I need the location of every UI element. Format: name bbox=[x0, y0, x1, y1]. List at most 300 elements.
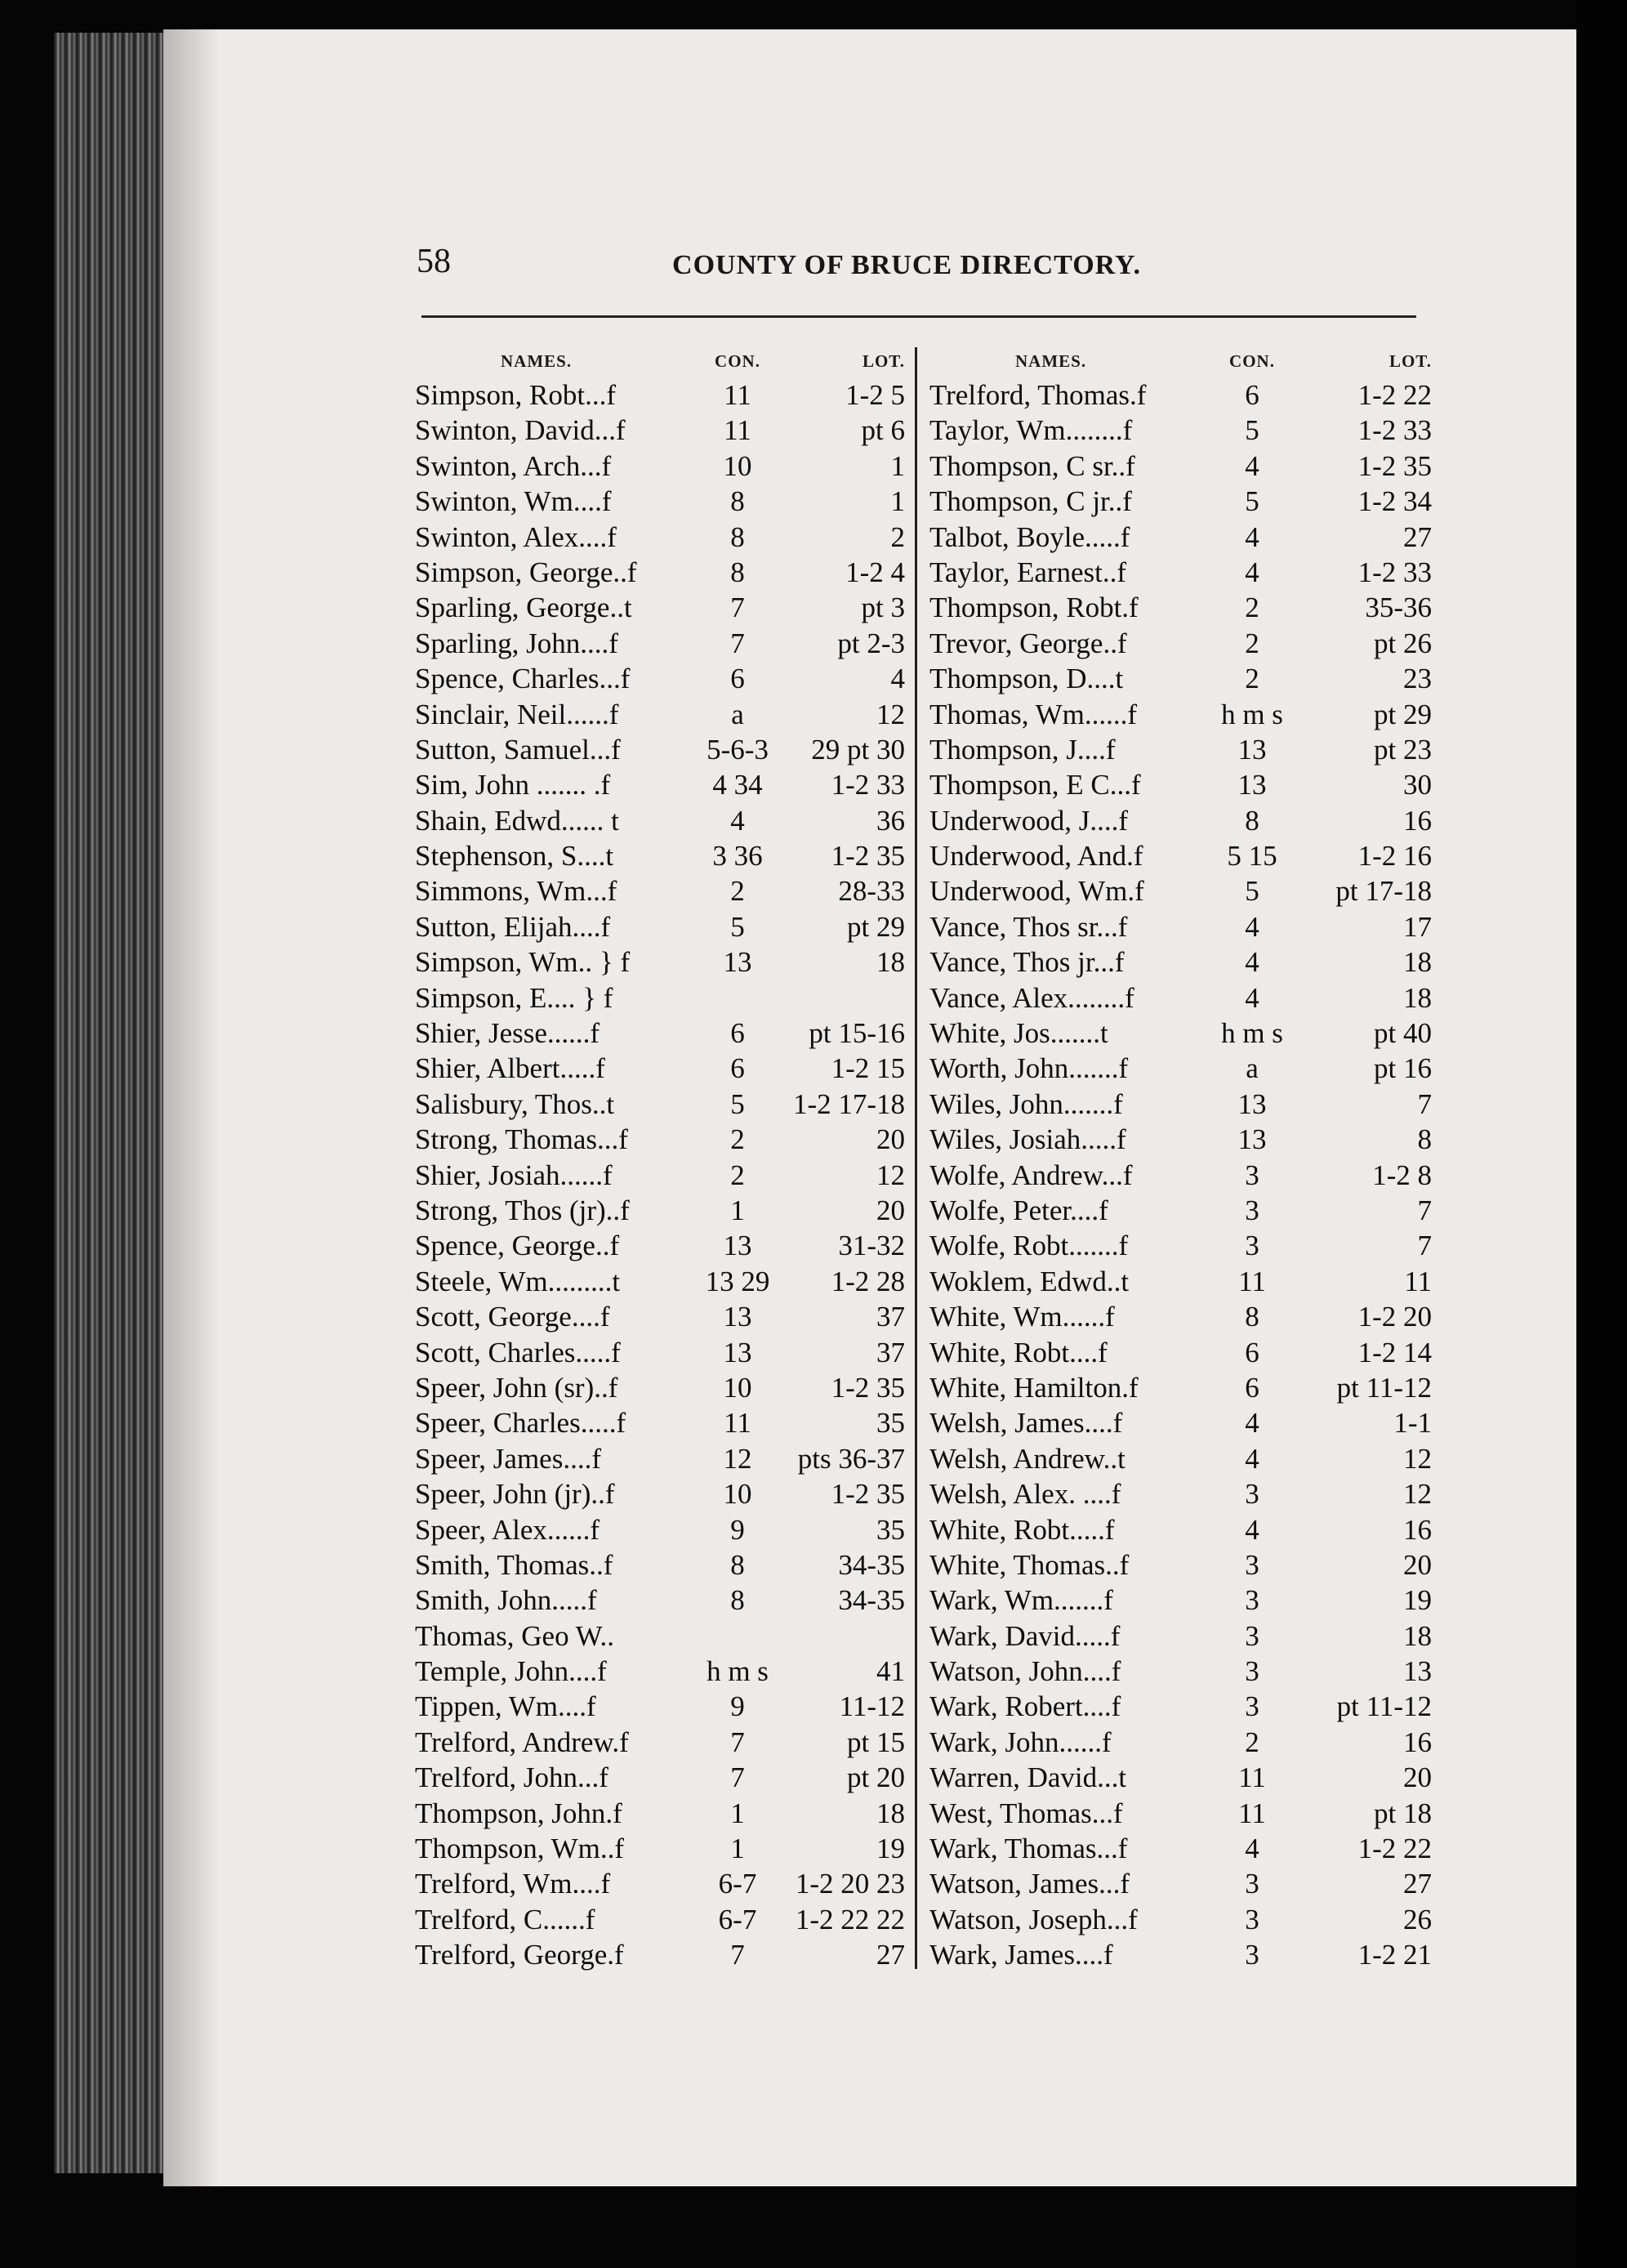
directory-entry bbox=[415, 1266, 905, 1301]
directory-entry bbox=[929, 1797, 1432, 1833]
entry-lot: 1-2 21 bbox=[1357, 1939, 1432, 1971]
entry-concession: 5-6-3 bbox=[707, 733, 769, 766]
entry-name: Sim, John ....... .f bbox=[415, 769, 611, 801]
entry-name: Welsh, Andrew..t bbox=[929, 1442, 1126, 1475]
entry-name: Speer, John (sr)..f bbox=[415, 1371, 618, 1404]
entry-name: Wark, Thomas...f bbox=[929, 1833, 1128, 1865]
entry-name: Simpson, George..f bbox=[415, 556, 637, 588]
entry-concession: 9 bbox=[730, 1513, 745, 1546]
entry-name: Woklem, Edwd..t bbox=[929, 1265, 1130, 1297]
entry-lot: pt 11-12 bbox=[1336, 1690, 1432, 1723]
entry-lot: 11 bbox=[1404, 1265, 1432, 1297]
entry-name: Watson, James...f bbox=[929, 1868, 1130, 1900]
directory-entry bbox=[929, 592, 1432, 627]
entry-name: Strong, Thos (jr)..f bbox=[415, 1194, 630, 1226]
directory-entry bbox=[415, 840, 905, 875]
entry-concession: 4 bbox=[1245, 910, 1259, 943]
entry-concession: 6 bbox=[1245, 1336, 1259, 1368]
entry-name: Simpson, Wm.. } f bbox=[415, 946, 631, 979]
entry-concession: 3 bbox=[1245, 1194, 1259, 1226]
entry-concession: 10 bbox=[723, 1478, 752, 1511]
directory-entry bbox=[929, 1230, 1432, 1265]
entry-name: Vance, Thos jr...f bbox=[929, 946, 1125, 979]
entry-name: Wark, Wm.......f bbox=[929, 1584, 1113, 1617]
entry-name: Speer, Alex......f bbox=[415, 1513, 600, 1546]
entry-concession: 12 bbox=[723, 1442, 752, 1475]
entry-name: Swinton, Wm....f bbox=[415, 485, 612, 518]
directory-entry bbox=[415, 450, 905, 485]
entry-lot: 20 bbox=[876, 1123, 905, 1156]
entry-lot: 31-32 bbox=[838, 1230, 905, 1262]
entry-name: Trevor, George..f bbox=[929, 627, 1127, 659]
directory-entry bbox=[415, 1123, 905, 1159]
lot-header: LOT. bbox=[1389, 351, 1432, 371]
entry-lot: pt 6 bbox=[861, 414, 905, 447]
running-title: COUNTY OF BRUCE DIRECTORY. bbox=[672, 250, 1141, 280]
directory-entry bbox=[415, 1301, 905, 1336]
entry-lot: pt 23 bbox=[1374, 733, 1432, 766]
directory-entry bbox=[929, 1442, 1432, 1478]
entry-name: Strong, Thomas...f bbox=[415, 1123, 628, 1156]
entry-concession: 13 bbox=[723, 946, 752, 979]
entry-lot: 2 bbox=[890, 520, 905, 553]
entry-name: Welsh, Alex. ....f bbox=[929, 1478, 1121, 1511]
entry-name: Salisbury, Thos..t bbox=[415, 1087, 615, 1120]
entry-name: White, Robt....f bbox=[929, 1336, 1108, 1368]
directory-entry bbox=[929, 1017, 1432, 1052]
header-rule bbox=[421, 315, 1416, 318]
entry-concession: 4 bbox=[1245, 1513, 1259, 1546]
entry-name: Simpson, E.... } f bbox=[415, 981, 613, 1014]
entry-name: Smith, John.....f bbox=[415, 1584, 597, 1617]
entry-lot: pt 20 bbox=[847, 1761, 905, 1794]
entry-name: Stephenson, S....t bbox=[415, 840, 614, 873]
directory-entry bbox=[929, 449, 1432, 485]
entry-lot: 1-2 4 bbox=[845, 556, 905, 588]
entry-lot: 7 bbox=[1417, 1230, 1432, 1262]
directory-entry bbox=[929, 698, 1432, 734]
entry-lot: 27 bbox=[876, 1939, 905, 1971]
entry-concession: 5 bbox=[1245, 485, 1259, 518]
entry-concession: 5 15 bbox=[1227, 840, 1277, 873]
entry-concession: 8 bbox=[730, 1584, 745, 1617]
entry-lot: 1-2 20 bbox=[1357, 1301, 1432, 1333]
entry-name: Trelford, John...f bbox=[415, 1761, 608, 1794]
directory-entry bbox=[415, 1655, 905, 1690]
directory-entry bbox=[929, 804, 1432, 840]
entry-concession: 3 bbox=[1245, 1584, 1259, 1617]
entry-name: Underwood, And.f bbox=[929, 840, 1143, 873]
entry-lot: pt 18 bbox=[1374, 1797, 1432, 1829]
entry-lot: pt 15 bbox=[847, 1726, 905, 1758]
entry-lot: 18 bbox=[1403, 981, 1432, 1014]
entry-lot: 30 bbox=[1403, 769, 1432, 801]
book-page-edges bbox=[54, 33, 168, 2173]
entry-name: Thompson, C jr..f bbox=[929, 485, 1132, 518]
directory-entry bbox=[929, 1761, 1432, 1797]
directory-entry bbox=[415, 1690, 905, 1726]
entry-lot: 16 bbox=[1403, 804, 1432, 837]
directory-entry bbox=[415, 1443, 905, 1478]
entry-name: Simpson, Robt...f bbox=[415, 379, 617, 411]
entry-lot: pt 40 bbox=[1374, 1017, 1432, 1050]
entry-name: Thompson, D....t bbox=[929, 663, 1124, 695]
entry-concession: 3 bbox=[1245, 1548, 1259, 1581]
entry-lot: 1-2 8 bbox=[1372, 1159, 1432, 1191]
entry-concession: 4 bbox=[1245, 1442, 1259, 1475]
entry-lot: 20 bbox=[1403, 1761, 1432, 1794]
entry-name: Wolfe, Andrew...f bbox=[929, 1159, 1133, 1191]
entry-name: Steele, Wm.........t bbox=[415, 1265, 621, 1297]
entry-lot: 18 bbox=[1403, 1619, 1432, 1652]
directory-entry bbox=[415, 982, 905, 1017]
entry-lot: 1-2 33 bbox=[1357, 556, 1432, 588]
directory-entry bbox=[929, 1655, 1432, 1690]
entry-concession: 6 bbox=[1245, 379, 1259, 411]
entry-lot: pt 16 bbox=[1374, 1052, 1432, 1085]
entry-lot: 1-1 bbox=[1393, 1407, 1432, 1440]
entry-name: Thompson, C sr..f bbox=[929, 449, 1135, 482]
entry-name: Watson, John....f bbox=[929, 1655, 1121, 1688]
entry-name: Underwood, J....f bbox=[929, 804, 1129, 837]
entry-concession: 2 bbox=[1245, 627, 1259, 659]
entry-concession: 13 bbox=[1237, 733, 1267, 766]
entry-name: Swinton, Arch...f bbox=[415, 449, 612, 482]
entry-name: Welsh, James....f bbox=[929, 1407, 1123, 1440]
entry-name: Trelford, Wm....f bbox=[415, 1868, 611, 1900]
entry-name: White, Wm......f bbox=[929, 1301, 1115, 1333]
entry-concession: 2 bbox=[730, 1159, 745, 1191]
entry-concession: 3 bbox=[1245, 1903, 1259, 1935]
entry-name: Trelford, Thomas.f bbox=[929, 379, 1147, 411]
entry-name: Taylor, Wm........f bbox=[929, 414, 1133, 447]
directory-entry bbox=[929, 556, 1432, 592]
directory-entry bbox=[929, 627, 1432, 663]
entry-lot: pt 17-18 bbox=[1335, 875, 1432, 908]
entry-lot: 20 bbox=[876, 1194, 905, 1226]
directory-entry bbox=[929, 1123, 1432, 1159]
entry-name: White, Hamilton.f bbox=[929, 1371, 1139, 1404]
entry-name: Shain, Edwd...... t bbox=[415, 804, 619, 837]
entry-lot: 1-2 35 bbox=[831, 1478, 905, 1511]
entry-name: Spence, George..f bbox=[415, 1230, 620, 1262]
directory-entry bbox=[415, 663, 905, 698]
entry-concession: a bbox=[731, 698, 744, 730]
directory-entry bbox=[929, 1513, 1432, 1549]
entry-concession: a bbox=[1246, 1052, 1259, 1085]
entry-name: Worth, John.......f bbox=[929, 1052, 1129, 1085]
entry-concession: 8 bbox=[730, 1548, 745, 1581]
entry-lot: 12 bbox=[876, 1159, 905, 1191]
directory-entry bbox=[415, 805, 905, 840]
entry-concession: 8 bbox=[730, 556, 745, 588]
entry-concession: 2 bbox=[1245, 1726, 1259, 1758]
entry-concession: 8 bbox=[1245, 804, 1259, 837]
entry-name: Talbot, Boyle.....f bbox=[929, 520, 1130, 553]
directory-entry bbox=[929, 1903, 1432, 1939]
entry-name: Shier, Jesse......f bbox=[415, 1017, 600, 1050]
entry-name: White, Jos.......t bbox=[929, 1017, 1108, 1050]
directory-entry bbox=[929, 1833, 1432, 1868]
directory-entry bbox=[415, 1833, 905, 1868]
entry-lot: 1-2 14 bbox=[1357, 1336, 1432, 1368]
entry-concession: 13 bbox=[723, 1230, 752, 1262]
directory-entry bbox=[415, 1584, 905, 1619]
entry-lot: 1-2 34 bbox=[1357, 485, 1432, 518]
entry-name: Speer, James....f bbox=[415, 1442, 601, 1475]
directory-entry bbox=[929, 1407, 1432, 1442]
directory-entry bbox=[929, 1301, 1432, 1336]
entry-concession: 1 bbox=[730, 1833, 745, 1865]
page-number: 58 bbox=[417, 243, 451, 280]
entry-concession: 6 bbox=[730, 1052, 745, 1085]
entry-name: Thompson, John.f bbox=[415, 1797, 622, 1829]
directory-entry bbox=[415, 1478, 905, 1513]
entry-concession: 13 bbox=[723, 1336, 752, 1368]
entry-concession: 4 bbox=[1245, 556, 1259, 588]
entry-lot: 1-2 15 bbox=[831, 1052, 905, 1085]
entry-name: Thompson, Wm..f bbox=[415, 1833, 625, 1865]
entry-lot: 37 bbox=[876, 1301, 905, 1333]
entry-lot: 1-2 5 bbox=[845, 379, 905, 411]
entry-name: Thompson, J....f bbox=[929, 733, 1116, 766]
entry-name: Shier, Josiah......f bbox=[415, 1159, 613, 1191]
entry-lot: 19 bbox=[1403, 1584, 1432, 1617]
entry-concession: 5 bbox=[1245, 414, 1259, 447]
entry-lot: 12 bbox=[1403, 1442, 1432, 1475]
directory-entry bbox=[415, 769, 905, 804]
directory-entry bbox=[929, 663, 1432, 698]
directory-entry bbox=[415, 1230, 905, 1265]
entry-concession: 4 bbox=[1245, 946, 1259, 979]
entry-name: Trelford, George.f bbox=[415, 1939, 624, 1971]
directory-entry bbox=[415, 1549, 905, 1584]
entry-lot: 37 bbox=[876, 1336, 905, 1368]
entry-lot: 12 bbox=[876, 698, 905, 730]
directory-entry bbox=[415, 556, 905, 592]
entry-lot: 7 bbox=[1417, 1087, 1432, 1120]
directory-entry bbox=[415, 1407, 905, 1442]
entry-concession: 7 bbox=[730, 1939, 745, 1971]
entry-concession: 7 bbox=[730, 1726, 745, 1758]
entry-concession: 5 bbox=[730, 910, 745, 943]
entry-name: Trelford, C......f bbox=[415, 1903, 595, 1935]
entry-concession: 3 bbox=[1245, 1939, 1259, 1971]
entry-concession: 6-7 bbox=[718, 1903, 757, 1935]
entry-name: Sutton, Elijah....f bbox=[415, 910, 611, 943]
entry-concession: 6 bbox=[730, 1017, 745, 1050]
entry-concession: 3 bbox=[1245, 1655, 1259, 1688]
directory-entry bbox=[415, 1620, 905, 1655]
entry-name: Vance, Thos sr...f bbox=[929, 910, 1128, 943]
entry-concession: 10 bbox=[723, 449, 752, 482]
directory-entry bbox=[929, 875, 1432, 910]
entry-name: Scott, Charles.....f bbox=[415, 1336, 621, 1368]
entry-lot: 29 pt 30 bbox=[811, 733, 905, 766]
directory-entry bbox=[415, 699, 905, 734]
directory-entry bbox=[415, 911, 905, 946]
directory-entry bbox=[929, 1690, 1432, 1726]
column-divider bbox=[915, 347, 917, 1969]
entry-name: Taylor, Earnest..f bbox=[929, 556, 1127, 588]
entry-name: Warren, David...t bbox=[929, 1761, 1127, 1794]
entry-lot: 35 bbox=[876, 1407, 905, 1440]
entry-name: Thompson, E C...f bbox=[929, 769, 1141, 801]
entry-lot: 1 bbox=[890, 485, 905, 518]
directory-entry bbox=[929, 1087, 1432, 1123]
entry-name: Temple, John....f bbox=[415, 1655, 607, 1688]
entry-lot: 17 bbox=[1403, 910, 1432, 943]
entry-concession: 4 34 bbox=[712, 769, 763, 801]
entry-lot: 12 bbox=[1403, 1478, 1432, 1511]
directory-entry bbox=[415, 379, 905, 414]
entry-lot: 1-2 22 22 bbox=[795, 1903, 905, 1935]
directory-entry bbox=[929, 1265, 1432, 1301]
entry-name: Sinclair, Neil......f bbox=[415, 698, 619, 730]
entry-lot: pt 15-16 bbox=[809, 1017, 905, 1050]
entry-concession: 11 bbox=[1238, 1265, 1266, 1297]
entry-name: Wolfe, Robt.......f bbox=[929, 1230, 1129, 1262]
entry-concession: 10 bbox=[723, 1371, 752, 1404]
directory-entry bbox=[415, 1761, 905, 1797]
entry-lot: 8 bbox=[1417, 1123, 1432, 1156]
entry-concession: 4 bbox=[1245, 1833, 1259, 1865]
entry-lot: 19 bbox=[876, 1833, 905, 1865]
entry-concession: 2 bbox=[730, 875, 745, 908]
entry-lot: 4 bbox=[890, 663, 905, 695]
entry-concession: 13 29 bbox=[705, 1265, 770, 1297]
entry-name: Thompson, Robt.f bbox=[929, 592, 1139, 624]
directory-entry bbox=[415, 1904, 905, 1939]
right-column bbox=[929, 351, 1432, 1975]
entry-lot: 28-33 bbox=[838, 875, 905, 908]
entry-lot: 1 bbox=[890, 449, 905, 482]
entry-name: Spence, Charles...f bbox=[415, 663, 631, 695]
entry-name: Sparling, George..t bbox=[415, 592, 632, 624]
entry-lot: 1-2 28 bbox=[831, 1265, 905, 1297]
directory-entry bbox=[415, 1514, 905, 1549]
entry-lot: 26 bbox=[1403, 1903, 1432, 1935]
entry-concession: 8 bbox=[1245, 1301, 1259, 1333]
entry-concession: 4 bbox=[1245, 981, 1259, 1014]
directory-entry bbox=[929, 1726, 1432, 1761]
entry-concession: 11 bbox=[724, 379, 751, 411]
entry-concession: 4 bbox=[730, 804, 745, 837]
entry-name: Shier, Albert.....f bbox=[415, 1052, 605, 1085]
entry-concession: 13 bbox=[723, 1301, 752, 1333]
entry-lot: pt 26 bbox=[1374, 627, 1432, 659]
directory-entry bbox=[929, 1548, 1432, 1584]
entry-lot: 20 bbox=[1403, 1548, 1432, 1581]
entry-lot: 11-12 bbox=[839, 1690, 905, 1723]
entry-concession: h m s bbox=[1221, 698, 1283, 730]
directory-entry bbox=[415, 485, 905, 520]
directory-entry bbox=[415, 1868, 905, 1903]
entry-name: Wiles, John.......f bbox=[929, 1087, 1123, 1120]
entry-concession: 6 bbox=[1245, 1371, 1259, 1404]
entry-name: Thomas, Geo W.. bbox=[415, 1619, 615, 1652]
entry-concession: 7 bbox=[730, 1761, 745, 1794]
entry-name: Wark, James....f bbox=[929, 1939, 1113, 1971]
entry-concession: 13 bbox=[1237, 1123, 1267, 1156]
directory-entry bbox=[929, 1371, 1432, 1407]
directory-entry bbox=[415, 734, 905, 769]
entry-lot: 1-2 16 bbox=[1357, 840, 1432, 873]
scan-border bbox=[1576, 0, 1627, 2268]
entry-name: Vance, Alex........f bbox=[929, 981, 1134, 1014]
directory-entry bbox=[929, 946, 1432, 981]
entry-name: White, Robt.....f bbox=[929, 1513, 1115, 1546]
directory-entry bbox=[929, 1619, 1432, 1655]
directory-entry bbox=[415, 1726, 905, 1761]
entry-lot: 16 bbox=[1403, 1513, 1432, 1546]
entry-concession: 13 bbox=[1237, 1087, 1267, 1120]
entry-concession: 3 bbox=[1245, 1619, 1259, 1652]
directory-entry bbox=[415, 1088, 905, 1123]
entry-concession: 3 bbox=[1245, 1690, 1259, 1723]
entry-concession: 4 bbox=[1245, 1407, 1259, 1440]
left-column-header bbox=[415, 351, 905, 379]
entry-concession: 3 bbox=[1245, 1478, 1259, 1511]
entry-concession: 4 bbox=[1245, 520, 1259, 553]
directory-entry bbox=[929, 1939, 1432, 1974]
entry-lot: 36 bbox=[876, 804, 905, 837]
entry-concession: 6 bbox=[730, 663, 745, 695]
entry-name: Thomas, Wm......f bbox=[929, 698, 1138, 730]
entry-name: West, Thomas...f bbox=[929, 1797, 1123, 1829]
entry-name: Smith, Thomas..f bbox=[415, 1548, 613, 1581]
directory-entry bbox=[929, 733, 1432, 769]
entry-name: Watson, Joseph...f bbox=[929, 1903, 1138, 1935]
directory-entry bbox=[415, 521, 905, 556]
entry-name: Speer, John (jr)..f bbox=[415, 1478, 615, 1511]
con-header: CON. bbox=[715, 351, 760, 371]
entry-concession: 8 bbox=[730, 485, 745, 518]
entry-name: Swinton, David...f bbox=[415, 414, 626, 447]
directory-entry bbox=[929, 485, 1432, 520]
entry-lot: 1-2 35 bbox=[831, 840, 905, 873]
entry-name: Wark, David.....f bbox=[929, 1619, 1121, 1652]
left-column bbox=[415, 351, 905, 1975]
entry-concession: 13 bbox=[1237, 769, 1267, 801]
entry-concession: 11 bbox=[724, 1407, 751, 1440]
names-header: NAMES. bbox=[1015, 351, 1087, 371]
directory-entry bbox=[929, 379, 1432, 414]
entry-lot: 34-35 bbox=[838, 1548, 905, 1581]
gutter-shadow bbox=[163, 29, 221, 2186]
directory-entry bbox=[415, 875, 905, 910]
entry-lot: 1-2 20 23 bbox=[795, 1868, 905, 1900]
directory-entry bbox=[929, 840, 1432, 875]
entry-concession: 3 bbox=[1245, 1868, 1259, 1900]
entry-name: White, Thomas..f bbox=[929, 1548, 1130, 1581]
entry-concession: 1 bbox=[730, 1797, 745, 1829]
directory-entry bbox=[415, 1797, 905, 1833]
entry-concession: 11 bbox=[1238, 1797, 1266, 1829]
entry-concession: h m s bbox=[1221, 1017, 1283, 1050]
directory-entry bbox=[415, 1372, 905, 1407]
entry-concession: 3 36 bbox=[712, 840, 763, 873]
entry-concession: 3 bbox=[1245, 1230, 1259, 1262]
directory-entry bbox=[929, 1478, 1432, 1513]
entry-name: Sutton, Samuel...f bbox=[415, 733, 621, 766]
entry-lot: 18 bbox=[876, 946, 905, 979]
entry-lot: pt 29 bbox=[847, 910, 905, 943]
entry-lot: pt 29 bbox=[1374, 698, 1432, 730]
directory-entry bbox=[415, 946, 905, 981]
right-column-header bbox=[929, 351, 1432, 379]
entry-concession: h m s bbox=[707, 1655, 769, 1688]
